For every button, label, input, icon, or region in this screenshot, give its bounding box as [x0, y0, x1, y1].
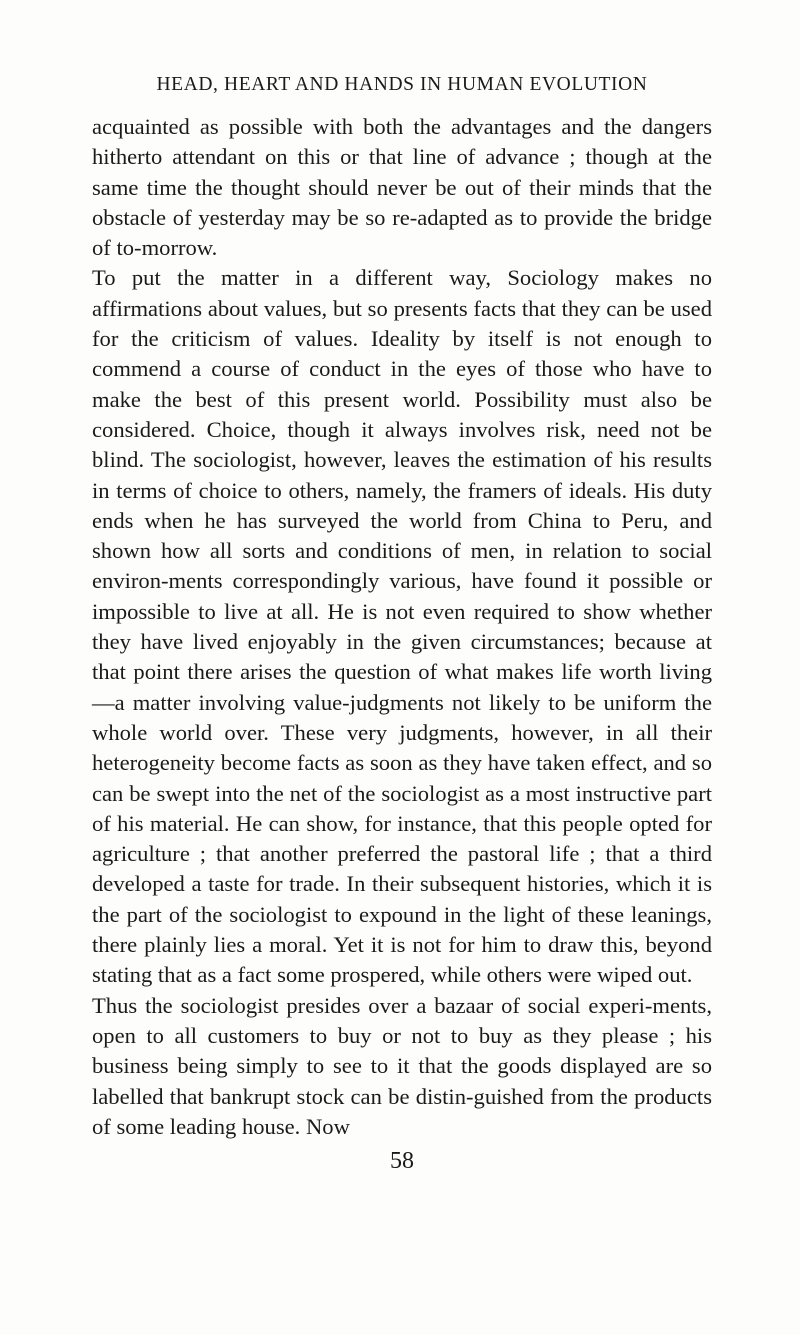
page-number: 58 — [390, 1148, 414, 1175]
paragraph: acquainted as possible with both the advantages and the dangers hitherto attendant on this or that line of advance ; though at the same time the thought should never be out of their minds that the obstacle of yesterday may be so re-adapted as to provide the bridge of to-morrow. — [92, 114, 712, 261]
paragraph: To put the matter in a different way, Sociology makes no affirmations about values, but so presents facts that they can be used for the criticism of values. Ideality by itself is not enough to commend a course of conduct in the eyes of those who have to make the best of this present world. Possibility must also be considered. Choice, though it always involves risk, need not be blind. The sociologist, however, leaves the estimation of his results in terms of choice to others, namely, the framers of ideals. His duty ends when he has surveyed the world from China to Peru, and shown how all sorts and conditions of men, in relation to social environ-ments correspondingly various, have found it possible or impossible to live at all. He is not even required to show whether they have lived enjoyably in the given circumstances; because at that point there arises the question of what makes life worth living—a matter involving value-judgments not likely to be uniform the whole world over. These very judgments, however, in all their heterogeneity become facts as soon as they have taken effect, and so can be swept into the net of the sociologist as a most instructive part of his material. He can show, for instance, that this people opted for agriculture ; that another preferred the pastoral life ; that a third developed a taste for trade. In their subsequent histories, which it is the part of the sociologist to expound in the light of these leanings, there plainly lies a moral. Yet it is not for him to draw this, beyond stating that as a fact some prospered, while others were wiped out. — [92, 265, 712, 988]
paragraph: Thus the sociologist presides over a bazaar of social experi-ments, open to all customers to buy or not to buy as they please ; his business being simply to see to it that the goods displayed are so labelled that bankrupt stock can be distin-guished from the products of some leading house. Now — [92, 992, 712, 1139]
body-text — [92, 112, 712, 1142]
book-page — [92, 72, 712, 1176]
running-head: HEAD, HEART AND HANDS IN HUMAN EVOLUTION — [156, 74, 648, 95]
